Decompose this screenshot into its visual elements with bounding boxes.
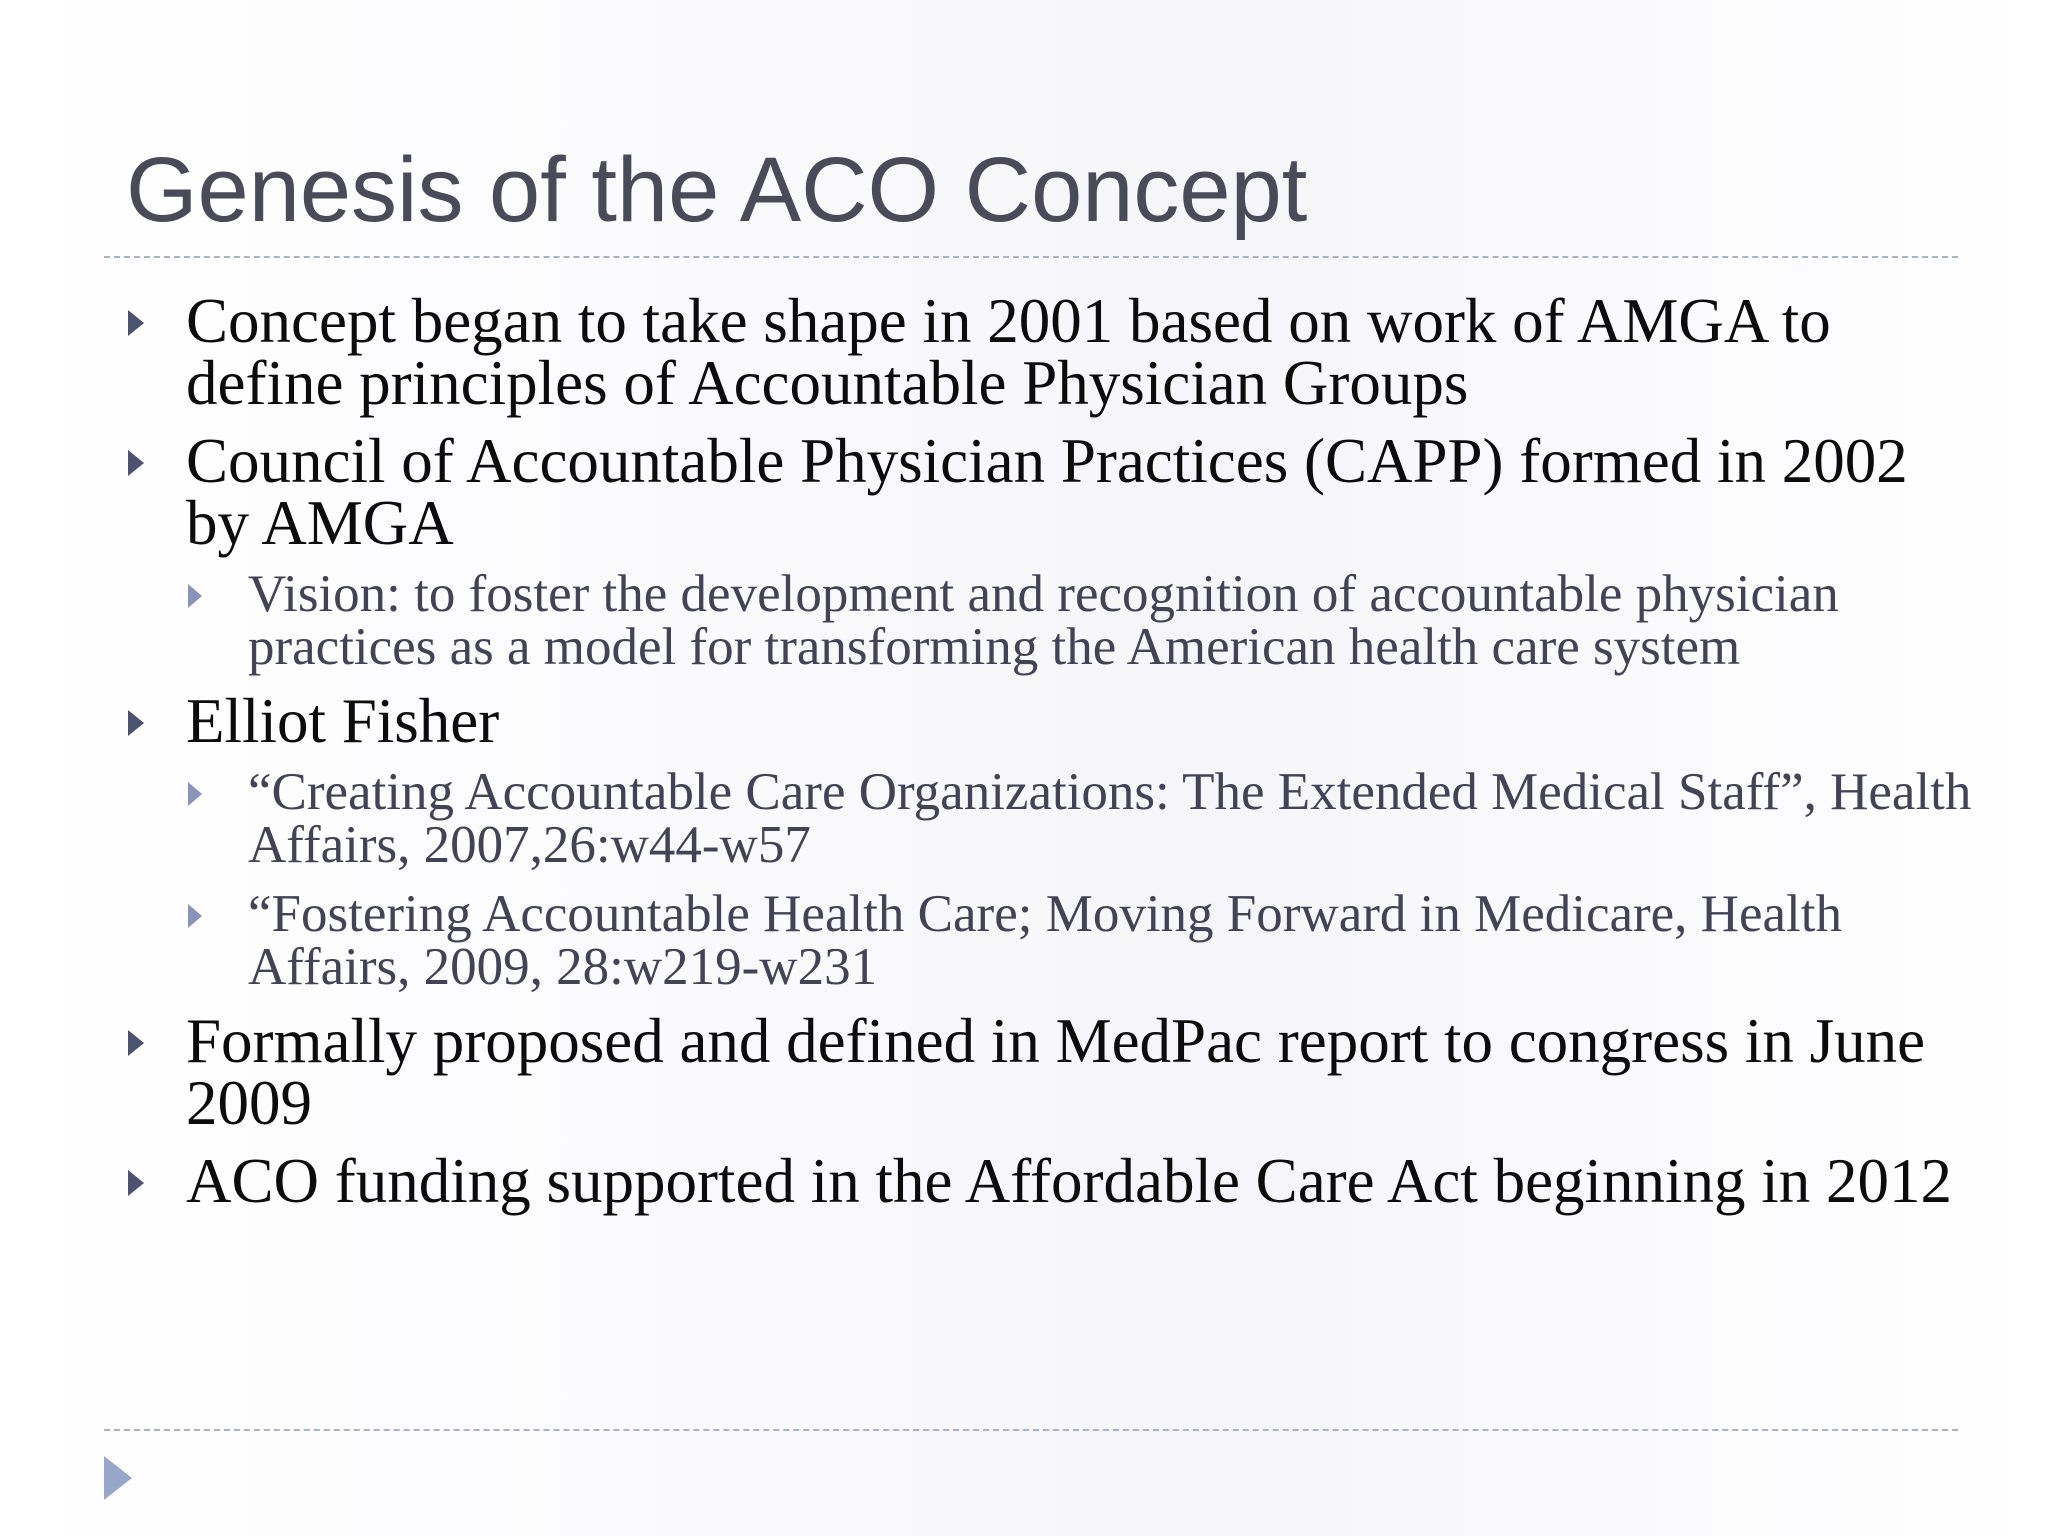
sub-bullet-item [186, 763, 1986, 874]
sub-bullet-text: “Fostering Accountable Health Care; Moving Forward in Medicare, Health Affairs, 2009, 28:w219-w231 [248, 885, 1842, 996]
bullet-text: Council of Accountable Physician Practices (CAPP) formed in 2002 by AMGA [186, 426, 1908, 558]
sub-bullet-arrow-icon [188, 904, 202, 928]
bullet-item [126, 426, 1986, 558]
bullet-arrow-icon [128, 1170, 144, 1196]
bullet-arrow-icon [128, 310, 144, 336]
sub-bullet-text: Vision: to foster the development and recognition of accountable physician practices as a model for transforming the American health care system [248, 565, 1839, 676]
sub-bullet-item [186, 565, 1986, 676]
bullet-list [126, 286, 1986, 1216]
sub-bullet-arrow-icon [188, 584, 202, 608]
bullet-arrow-icon [128, 1030, 144, 1056]
corner-arrow-icon [104, 1456, 132, 1500]
slide-title: Genesis of the ACO Concept [126, 139, 1308, 241]
bullet-item [126, 686, 1986, 756]
bullet-text: Concept began to take shape in 2001 based on work of AMGA to define principles of Accountable Physician Groups [186, 286, 1831, 418]
bullet-item [126, 1146, 1986, 1216]
sub-bullet-item [186, 885, 1986, 996]
bullet-text: ACO funding supported in the Affordable Care Act beginning in 2012 [186, 1146, 1953, 1216]
bullet-arrow-icon [128, 450, 144, 476]
title-divider [104, 256, 1958, 258]
bullet-text: Formally proposed and defined in MedPac report to congress in June 2009 [186, 1006, 1926, 1138]
bullet-item [126, 286, 1986, 418]
bullet-text: Elliot Fisher [186, 686, 500, 756]
bullet-item [126, 1006, 1986, 1138]
bullet-arrow-icon [128, 710, 144, 736]
sub-bullet-arrow-icon [188, 782, 202, 806]
sub-bullet-text: “Creating Accountable Care Organizations: The Extended Medical Staff”, Health Affairs, 2007,26:w44-w57 [248, 763, 1972, 874]
footer-divider [104, 1429, 1958, 1431]
